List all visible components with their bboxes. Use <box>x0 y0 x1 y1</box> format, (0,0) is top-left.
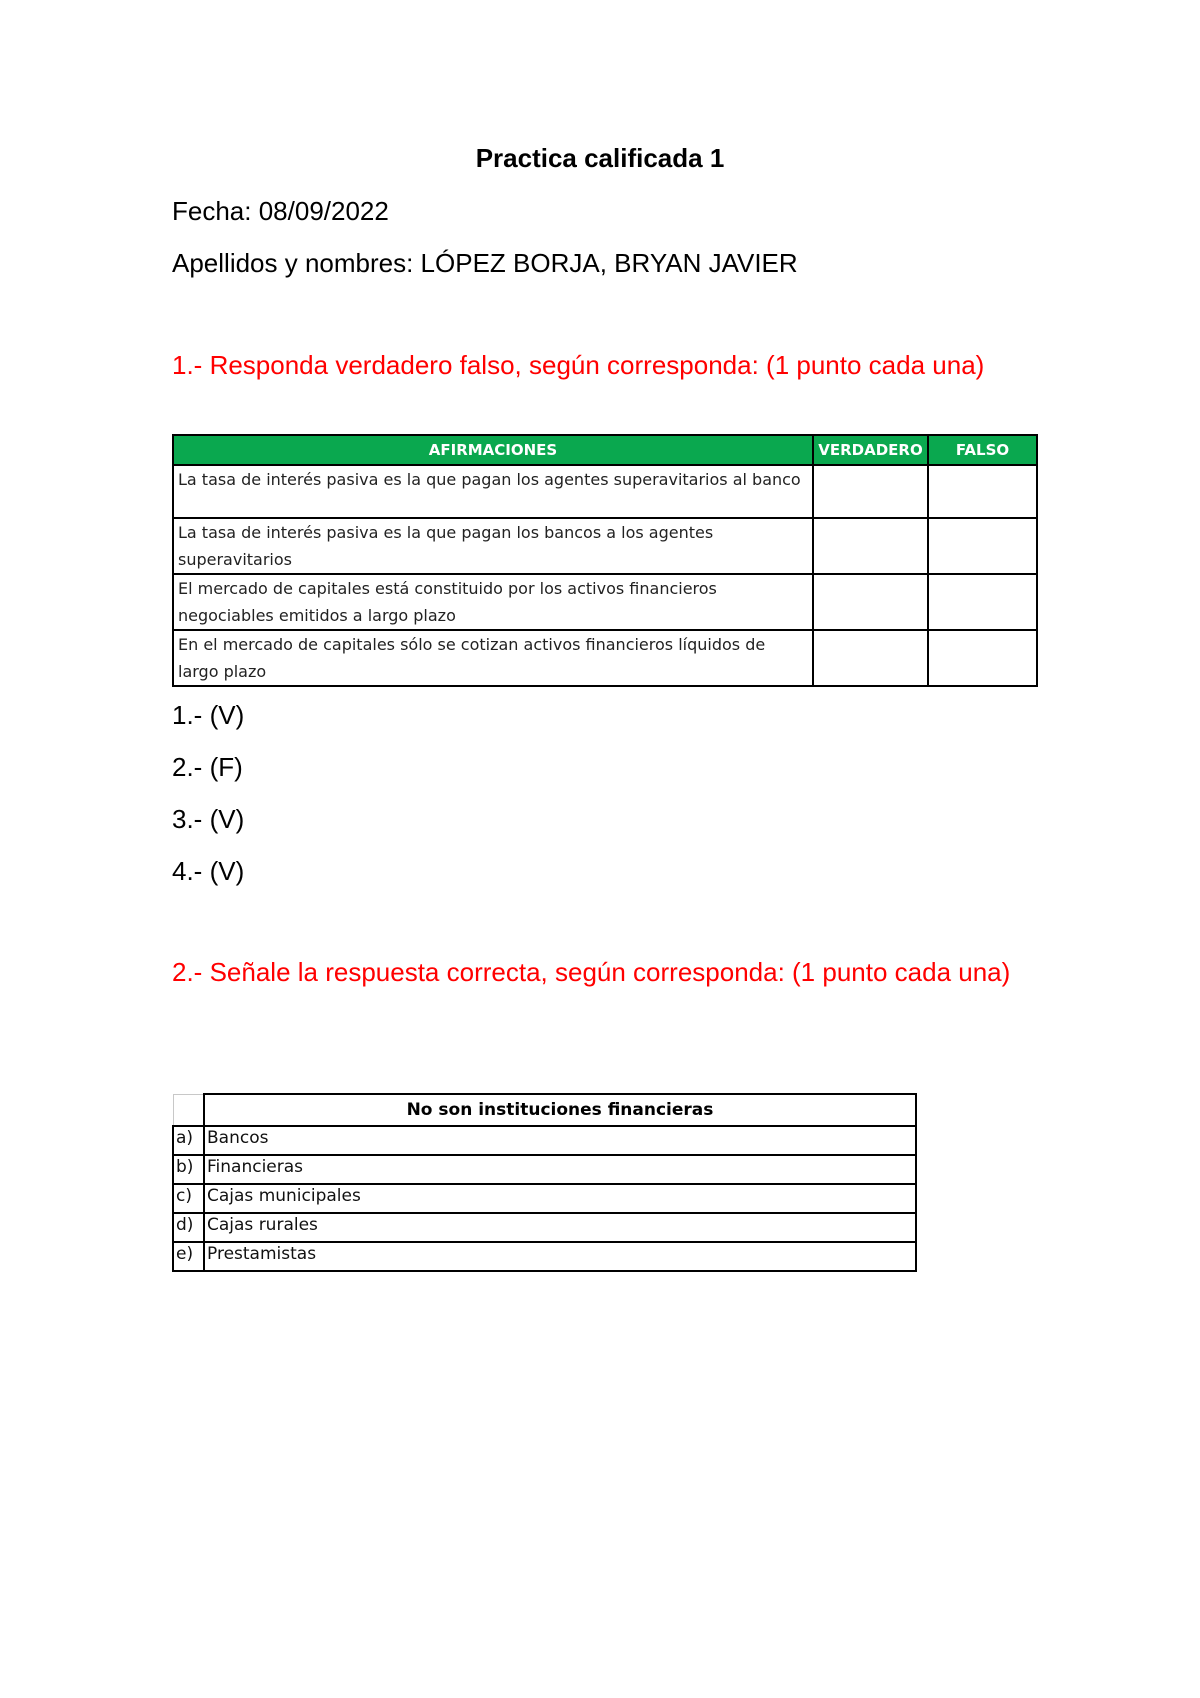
option-letter: d) <box>173 1213 204 1242</box>
question-1-heading: 1.- Responda verdadero falso, según corresponda: (1 punto cada una) <box>172 350 985 380</box>
option-text: Financieras <box>204 1155 916 1184</box>
table-row <box>173 574 1037 630</box>
option-row[interactable] <box>173 1126 916 1155</box>
page-title: Practica calificada 1 <box>475 143 725 173</box>
statement-cell: El mercado de capitales está constituido por los activos financieros negociables emitidos a largo plazo <box>173 574 813 630</box>
table-row <box>173 518 1037 574</box>
date-line: Fecha: 08/09/2022 <box>172 196 389 226</box>
answer-3: 3.- (V) <box>172 804 245 834</box>
option-letter: a) <box>173 1126 204 1155</box>
option-text: Bancos <box>204 1126 916 1155</box>
falso-cell[interactable] <box>928 630 1037 686</box>
statement-cell: La tasa de interés pasiva es la que pagan los agentes superavitarios al banco <box>173 465 813 518</box>
answer-4: 4.- (V) <box>172 856 245 886</box>
multiple-choice-header: No son instituciones financieras <box>204 1094 916 1126</box>
option-row[interactable] <box>173 1242 916 1271</box>
option-row[interactable] <box>173 1213 916 1242</box>
verdadero-cell[interactable] <box>813 630 928 686</box>
statement-cell: La tasa de interés pasiva es la que pagan los bancos a los agentes superavitarios <box>173 518 813 574</box>
true-false-header-row <box>173 435 1037 465</box>
multiple-choice-table <box>172 1093 917 1272</box>
option-row[interactable] <box>173 1155 916 1184</box>
option-letter: b) <box>173 1155 204 1184</box>
student-name-line: Apellidos y nombres: LÓPEZ BORJA, BRYAN JAVIER <box>172 248 798 278</box>
option-row[interactable] <box>173 1184 916 1213</box>
statement-cell: En el mercado de capitales sólo se cotizan activos financieros líquidos de largo plazo <box>173 630 813 686</box>
verdadero-cell[interactable] <box>813 574 928 630</box>
option-text: Cajas municipales <box>204 1184 916 1213</box>
multiple-choice-header-row <box>173 1094 916 1126</box>
option-letter: c) <box>173 1184 204 1213</box>
falso-cell[interactable] <box>928 518 1037 574</box>
table-row <box>173 465 1037 518</box>
answer-2: 2.- (F) <box>172 752 243 782</box>
header-verdadero: VERDADERO <box>813 435 928 465</box>
falso-cell[interactable] <box>928 465 1037 518</box>
option-text: Cajas rurales <box>204 1213 916 1242</box>
table-row <box>173 630 1037 686</box>
answer-1: 1.- (V) <box>172 700 245 730</box>
header-afirmaciones: AFIRMACIONES <box>173 435 813 465</box>
verdadero-cell[interactable] <box>813 465 928 518</box>
option-letter: e) <box>173 1242 204 1271</box>
header-falso: FALSO <box>928 435 1037 465</box>
blank-corner-cell <box>173 1094 204 1126</box>
option-text: Prestamistas <box>204 1242 916 1271</box>
verdadero-cell[interactable] <box>813 518 928 574</box>
falso-cell[interactable] <box>928 574 1037 630</box>
answers-list <box>172 700 244 908</box>
question-2-heading: 2.- Señale la respuesta correcta, según corresponda: (1 punto cada una) <box>172 957 1011 987</box>
true-false-table <box>172 434 1038 687</box>
